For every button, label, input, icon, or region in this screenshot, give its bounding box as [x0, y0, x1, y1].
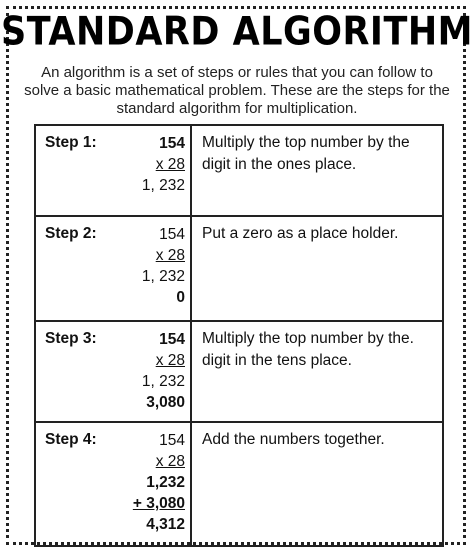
step-3-label: Step 3:	[45, 330, 97, 347]
step-row-3	[35, 321, 443, 422]
step-2-line-4: 0	[176, 289, 185, 306]
step-4-description: Add the numbers together.	[191, 422, 443, 546]
step-4-line-5: 4,312	[146, 516, 185, 533]
step-3-line-4: 3,080	[146, 394, 185, 411]
step-2-description: Put a zero as a place holder.	[191, 216, 443, 321]
step-1-description: Multiply the top number by the digit in the ones place.	[191, 125, 443, 216]
step-1-line-3: 1, 232	[141, 177, 185, 194]
step-row-2	[35, 216, 443, 321]
step-4-line-4: + 3,080	[132, 495, 185, 512]
step-1-label: Step 1:	[45, 134, 97, 151]
step-2-line-2: x 28	[155, 247, 185, 264]
step-2-label: Step 2:	[45, 225, 97, 242]
step-row-4	[35, 422, 443, 546]
intro-text: An algorithm is a set of steps or rules that you can follow to solve a basic mathematical problem. These are the steps for the standard algorithm for multiplication.	[24, 64, 450, 117]
steps-table	[34, 124, 444, 547]
step-2-line-3: 1, 232	[141, 268, 185, 285]
step-1-line-1: 154	[159, 135, 185, 152]
step-4-line-3: 1,232	[146, 474, 185, 491]
step-2-calculation	[113, 224, 185, 308]
step-3-calculation	[113, 329, 185, 413]
step-1-calc-cell	[35, 125, 191, 216]
step-1-line-2: x 28	[155, 156, 185, 173]
step-row-1	[35, 125, 443, 216]
step-1-calculation	[113, 133, 185, 196]
step-3-line-3: 1, 232	[141, 373, 185, 390]
step-2-calc-cell	[35, 216, 191, 321]
step-4-calculation	[113, 430, 185, 535]
step-2-line-1: 154	[159, 226, 185, 243]
step-3-description: Multiply the top number by the. digit in the tens place.	[191, 321, 443, 422]
step-3-line-1: 154	[159, 331, 185, 348]
step-3-line-2: x 28	[155, 352, 185, 369]
step-4-calc-cell	[35, 422, 191, 546]
step-4-line-1: 154	[159, 432, 185, 449]
page-title: STANDARD ALGORITHM	[1, 9, 473, 55]
step-3-calc-cell	[35, 321, 191, 422]
step-4-line-2: x 28	[155, 453, 185, 470]
step-4-label: Step 4:	[45, 431, 97, 448]
